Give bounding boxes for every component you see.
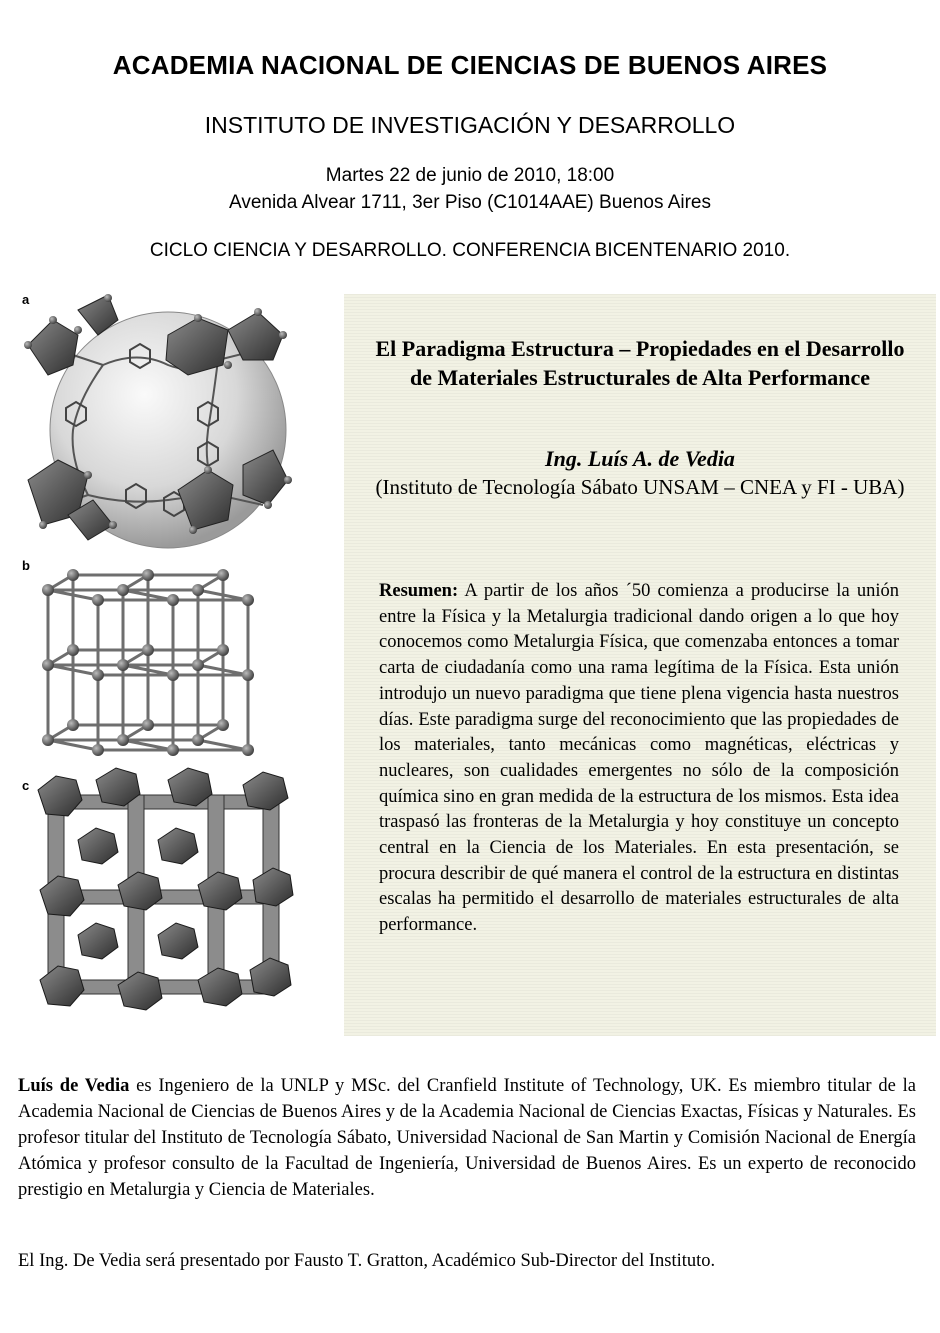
- structure-figures: [18, 290, 318, 1030]
- event-date: Martes 22 de junio de 2010, 18:00: [325, 165, 615, 186]
- speaker-affiliation: (Instituto de Tecnología Sábato UNSAM – CNEA y FI - UBA): [375, 475, 905, 499]
- talk-title: El Paradigma Estructura – Propiedades en el Desarrollo de Materiales Estructurales de Alta Performance: [375, 336, 905, 390]
- academy-title: ACADEMIA NACIONAL DE CIENCIAS DE BUENOS AIRES: [112, 50, 828, 80]
- figure-c-polyhedral-framework: [38, 768, 293, 1010]
- event-details: [0, 162, 940, 216]
- bio-text: es Ingeniero de la UNLP y MSc. del Cranfield Institute of Technology, UK. Es miembro titular de la Academia Nacional de Ciencias de Buenos Aires y de la Academia Nacional de Ciencias Exactas, Físicas y Naturales. Es profesor titular del Instituto de Tecnología Sábato, Universidad Nacional de San Martin y Comisión Nacional de Energía Atómica y profesor consulto de la Facultad de Ingeniería, Universidad de Buenos Aires. Es un experto de reconocido prestigio en Metalurgia y Ciencia de Materiales.: [18, 1076, 917, 1200]
- event-address: Avenida Alvear 1711, 3er Piso (C1014AAE) Buenos Aires: [229, 192, 711, 213]
- speaker-bio: [18, 1073, 916, 1203]
- structure-figures-svg: [18, 290, 318, 1030]
- figure-label-c: c: [22, 778, 30, 793]
- cycle-title: CICLO CIENCIA Y DESARROLLO. CONFERENCIA BICENTENARIO 2010.: [149, 240, 791, 261]
- figure-label-a: a: [22, 292, 30, 307]
- figure-a-framework: [24, 294, 292, 548]
- speaker-name: Ing. Luís A. de Vedia: [545, 446, 735, 471]
- presenter-note: El Ing. De Vedia será presentado por Fausto T. Gratton, Académico Sub-Director del Instituto.: [18, 1251, 716, 1271]
- abstract-box: [344, 294, 936, 1036]
- bio-name: Luís de Vedia: [18, 1076, 130, 1096]
- institute-title: INSTITUTO DE INVESTIGACIÓN Y DESARROLLO: [204, 112, 736, 138]
- abstract-summary: [379, 579, 899, 939]
- summary-label: Resumen:: [379, 581, 459, 601]
- figure-label-b: b: [22, 558, 30, 573]
- summary-text: A partir de los años ´50 comienza a producirse la unión entre la Física y la Metalurgia tradicional dando origen a lo que hoy conocemos como Metalurgia Física, que comenzaba entonces a tomar carta de ciudadanía como una rama legítima de la Física. Esta unión introdujo un nuevo paradigma que tiene plena vigencia hasta nuestros días. Este paradigma surge del reconocimiento que las propiedades de los materiales, tanto mecánicas como magnéticas, eléctricas y nucleares, son cualidades emergentes no sólo de la composición química sino en gran medida de la estructura de los mismos. Esta idea traspasó las fronteras de la Metalurgia y hoy constituye un concepto central en la Ciencia de los Materiales. En esta presentación, se procura describir de qué manera el control de la estructura en distintas escalas ha permitido el desarrollo de materiales estructurales de alta performance.: [379, 581, 899, 936]
